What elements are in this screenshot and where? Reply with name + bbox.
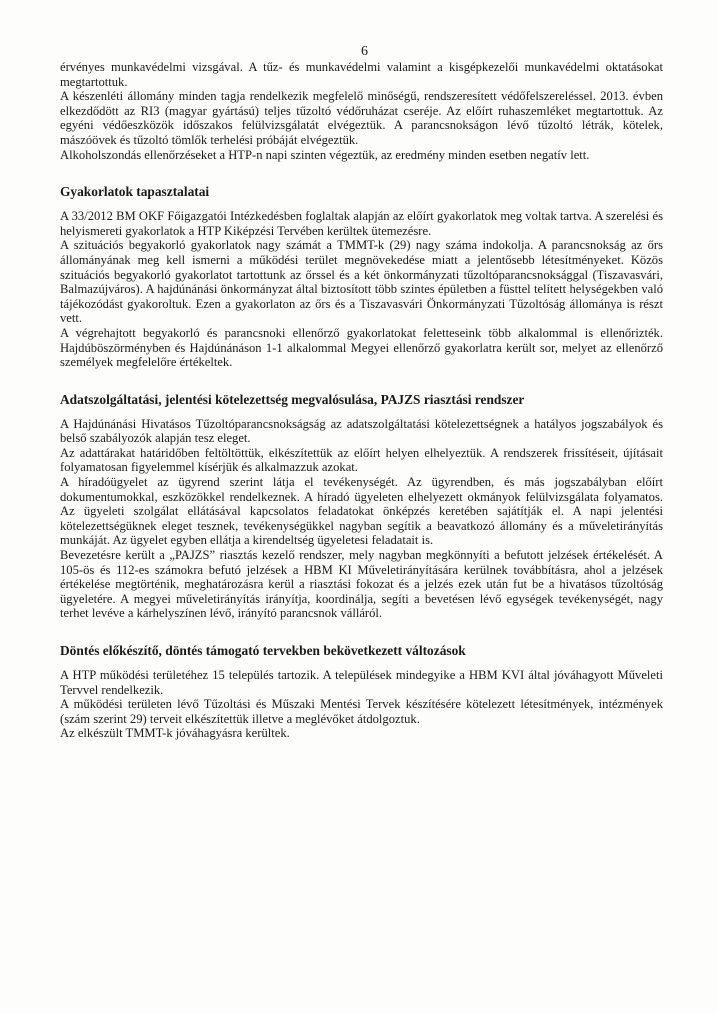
section-heading: Gyakorlatok tapasztalatai	[60, 184, 210, 200]
paragraph: Az adattárakat határidőben feltöltöttük, elkészítettük az előírt helyen elhelyeztük. A rendszerek frissítéseit, újításait folyamatosan figyelemmel kísérjük és alkalmazzuk azokat.	[60, 445, 663, 475]
paragraph: Az elkészült TMMT-k jóváhagyásra kerültek.	[60, 726, 290, 741]
section-decision-plans	[60, 643, 663, 741]
paragraph: Bevezetésre került a „PAJZS” riasztás kezelő rendszer, mely nagyban megkönnyíti a befutott jelzések értékelését. A 105-ös és 112-es számokra befutó jelzések a HBM KI Műveletirányítására kerülnek továbbításra, ahol a jelzések értékelése megtörténik, meghatározásra kerül a riasztási fokozat és a jelzés ezek után fut be a hivatásos tűzoltóság ügyeletére. A megyei műveletirányítás irányítja, koordinálja, segíti a bevetésen lévő egységek tevékenységét, nagy terhet levéve a kárhelyszínen lévő, irányító parancsnok válláról.	[60, 548, 663, 621]
page-content	[60, 60, 663, 741]
paragraph: érvényes munkavédelmi vizsgával. A tűz- és munkavédelmi valamint a kisgépkezelői munkavédelmi oktatásokat megtartottuk.	[60, 60, 663, 89]
paragraph: A szituációs begyakorló gyakorlatok nagy számát a TMMT-k (29) nagy száma indokolja. A parancsnokság az őrs állományának meg kell ismerni a működési terület megnövekedése miatt a jelentősebb létesítményeket. Közös szituációs begyakorló gyakorlatot tartottunk az őrssel és a két önkormányzati tűzoltóparancsnoksággal (Tiszavasvári, Balmazújváros). A hajdúnánási önkormányzat által biztosított több szintes épületben a füsttel telített helységekben való tájékozódást gyakoroltuk. Ezen a gyakorlaton az őrs és a Tiszavasvári Önkormányzati Tűzoltóság állománya is részt vett.	[60, 238, 663, 326]
paragraph: A Hajdúnánási Hivatásos Tűzoltóparancsnokságság az adatszolgáltatási kötelezettségnek a hatályos jogszabályok és belső szabályozók alapján tesz eleget.	[60, 416, 663, 446]
paragraph: A 33/2012 BM OKF Főigazgatói Intézkedésben foglaltak alapján az előírt gyakorlatok meg voltak tartva. A szerelési és helyismereti gyakorlatok a HTP Kiképzési Tervében kerültek ütemezésre.	[60, 209, 663, 238]
paragraph: Alkoholszondás ellenőrzéseket a HTP-n napi szinten végeztük, az eredmény minden esetben negatív lett.	[60, 147, 590, 162]
section-heading: Döntés előkészítő, döntés támogató tervekben bekövetkezett változások	[60, 643, 466, 658]
section-heading: Adatszolgáltatási, jelentési kötelezettség megvalósulása, PAJZS riasztási rendszer	[60, 391, 525, 407]
paragraph: A működési területen lévő Tűzoltási és Műszaki Mentési Tervek készítésére kötelezett létesítmények, intézmények (szám szerint 29) terveit elkészítettük illetve a meglévőket átdolgoztuk.	[60, 697, 663, 726]
section-reporting	[60, 392, 663, 621]
page-number: 6	[361, 44, 368, 59]
section-exercises	[60, 184, 663, 370]
intro-section	[60, 60, 663, 162]
paragraph: A híradóügyelet az ügyrend szerint látja el tevékenységét. Az ügyrendben, és más jogszabályban előírt dokumentumokkal, eszközökkel rendelkeznek. A híradó ügyeleten elhelyezett okmányok felülvizsgálata folyamatos. Az ügyeleti szolgálat ellátásával kapcsolatos feladatokat önképzés keretében sajátítják el. A napi jelentési kötelezettségüknek eleget tesznek, tevékenységükkel nagyban segítik a beavatkozó állomány és a műveletirányítás munkáját. Az ügyelet egyben ellátja a kirendeltség ügyeletesi feladatait is.	[60, 475, 663, 548]
paragraph: A készenléti állomány minden tagja rendelkezik megfelelő minőségű, rendszeresített védőfelszereléssel. 2013. évben elkezdődött az RI3 (magyar gyártású) teljes tűzoltó védőruházat cseréje. Az előírt ruhaszemléket megtartottuk. Az egyéni védőeszközök időszakos felülvizsgálatát elvégeztük. A parancsnokságon lévő tűzoltó létrák, kötelek, mászóövek és tűzoltó tömlők terhelési próbáját elvégeztük.	[60, 89, 663, 147]
paragraph: A HTP működési területéhez 15 település tartozik. A települések mindegyike a HBM KVI által jóváhagyott Műveleti Tervvel rendelkezik.	[60, 668, 663, 697]
paragraph: A végrehajtott begyakorló és parancsnoki ellenőrző gyakorlatokat feletteseink több alkalommal is ellenőrizték. Hajdúböszörményben és Hajdúnánáson 1-1 alkalommal Megyei ellenőrző gyakorlatra került sor, melyet az ellenőrző személyek megfelelőre értékeltek.	[60, 325, 663, 370]
